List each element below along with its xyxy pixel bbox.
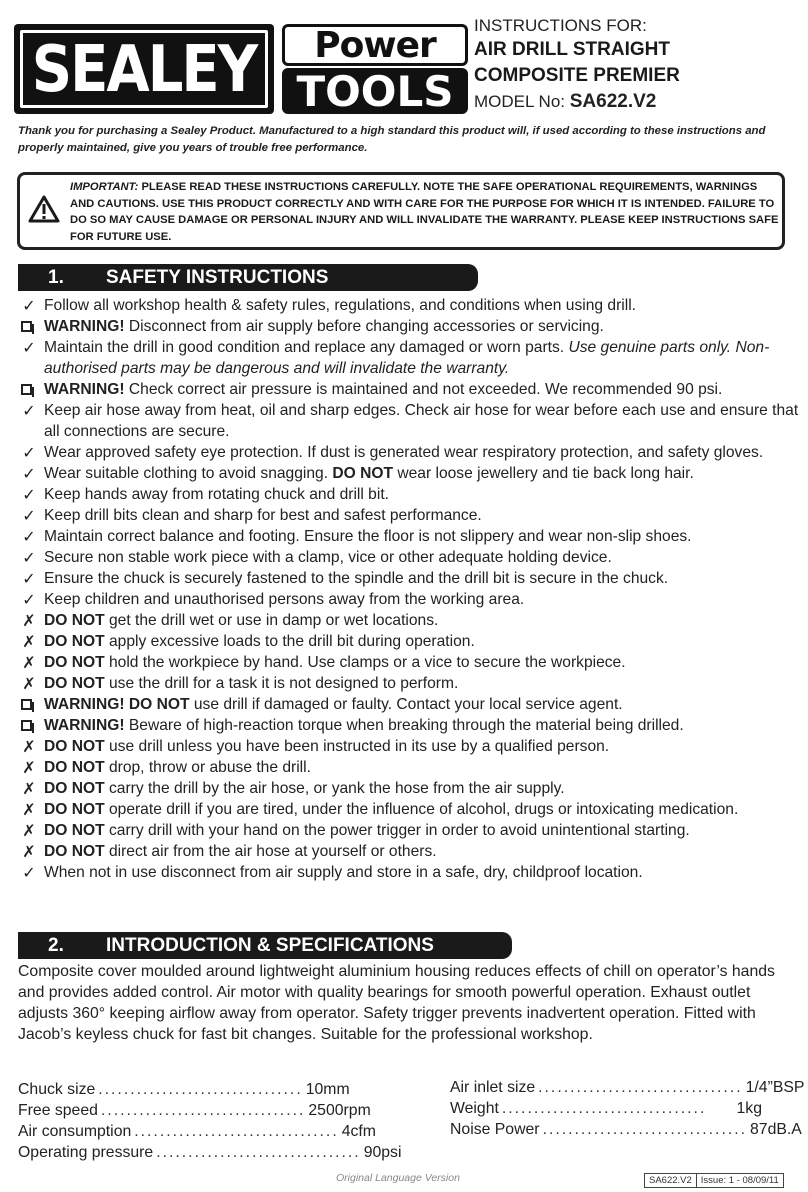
safety-item [18, 694, 808, 715]
safety-item [18, 631, 808, 652]
item-text: Keep children and unauthorised persons away from the working area. [44, 591, 525, 608]
cross-icon: ✗ [22, 758, 36, 777]
spec-label: Weight [450, 1100, 499, 1117]
section-title: INTRODUCTION & SPECIFICATIONS [106, 935, 434, 956]
tick-icon: ✓ [22, 506, 36, 525]
section-title: SAFETY INSTRUCTIONS [106, 267, 329, 288]
cross-icon: ✗ [22, 821, 36, 840]
spec-leader-dots: ................................ [538, 1079, 743, 1096]
item-text: Keep drill bits clean and sharp for best and safest performance. [44, 507, 482, 524]
spec-value: 2500rpm [308, 1102, 371, 1119]
title-block [474, 15, 804, 115]
product-name-line2: COMPOSITE PREMIER [474, 65, 680, 86]
spec-label: Noise Power [450, 1121, 540, 1138]
item-text: Wear approved safety eye protection. If dust is generated wear respiratory protection, and safety gloves. [44, 444, 764, 461]
item-emphasis: DO NOT [44, 633, 105, 650]
document-code-box [644, 1173, 784, 1188]
item-text: Wear suitable clothing to avoid snagging. [44, 465, 333, 482]
cross-icon: ✗ [22, 611, 36, 630]
item-italic-text: Use genuine parts only. Non-authorised parts may be dangerous and will invalidate the warranty. [44, 339, 770, 377]
spec-leader-dots: ................................ [501, 1100, 707, 1117]
item-emphasis: DO NOT [44, 801, 105, 818]
warning-box-icon [21, 699, 32, 710]
model-number: SA622.V2 [569, 91, 657, 112]
important-lead: IMPORTANT: [70, 181, 139, 193]
safety-item [18, 652, 808, 673]
safety-item [18, 463, 808, 484]
tick-icon: ✓ [22, 527, 36, 546]
warning-box-icon [21, 321, 32, 332]
power-logo [282, 24, 468, 66]
item-emphasis: WARNING! [44, 717, 125, 734]
safety-item [18, 442, 808, 463]
item-text: hold the workpiece by hand. Use clamps or a vice to secure the workpiece. [104, 654, 626, 671]
item-emphasis: DO NOT [44, 675, 105, 692]
item-text: get the drill wet or use in damp or wet locations. [104, 612, 439, 629]
safety-item [18, 337, 808, 379]
product-name-line1: AIR DRILL STRAIGHT [474, 39, 670, 60]
cross-icon: ✗ [22, 737, 36, 756]
safety-item [18, 547, 808, 568]
item-text: Ensure the chuck is securely fastened to the spindle and the drill bit is secure in the chuck. [44, 570, 669, 587]
spec-label: Free speed [18, 1102, 98, 1119]
item-text: use drill unless you have been instructed in its use by a qualified person. [104, 738, 610, 755]
tick-icon: ✓ [22, 443, 36, 462]
spec-value: 1kg [736, 1100, 762, 1117]
spec-value: 10mm [305, 1081, 350, 1098]
warning-triangle-icon [28, 195, 60, 223]
safety-item [18, 841, 808, 862]
section-heading-specs [18, 932, 512, 959]
item-text: wear loose jewellery and tie back long hair. [393, 465, 694, 482]
tick-icon: ✓ [22, 485, 36, 504]
spec-label: Operating pressure [18, 1144, 154, 1161]
spec-leader-dots: ................................ [98, 1081, 303, 1098]
specs-right-column [450, 1077, 805, 1140]
tick-icon: ✓ [22, 338, 36, 357]
spec-row [18, 1121, 376, 1142]
item-emphasis: DO NOT [44, 759, 105, 776]
instructions-for: INSTRUCTIONS FOR: [474, 16, 647, 35]
safety-item [18, 400, 808, 442]
safety-item [18, 568, 808, 589]
important-body: PLEASE READ THESE INSTRUCTIONS CAREFULLY. NOTE THE SAFE OPERATIONAL REQUIREMENTS, WARNINGS AND CAUTIONS. USE THIS PRODUCT CORRECTLY AND WITH CARE FOR THE PURPOSE FOR WHICH IT IS INTENDED. FAILURE TO DO SO MAY CAUSE DAMAGE OR PERSONAL INJURY AND WILL INVALIDATE THE WARRANTY. PLEASE KEEP INSTRUCTIONS SAFE FOR FUTURE USE. [70, 181, 779, 243]
item-emphasis: WARNING! [44, 381, 125, 398]
tick-icon: ✓ [22, 401, 36, 420]
item-text: direct air from the air hose at yourself or others. [104, 843, 437, 860]
spec-row [450, 1077, 805, 1098]
item-text: Disconnect from air supply before changing accessories or servicing. [124, 318, 604, 335]
section-number: 1. [48, 267, 64, 288]
safety-item [18, 379, 808, 400]
spec-row [18, 1079, 350, 1100]
spec-label: Chuck size [18, 1081, 96, 1098]
safety-item [18, 610, 808, 631]
item-text: use the drill for a task it is not designed to perform. [104, 675, 459, 692]
document-code: SA622.V2 [649, 1175, 692, 1186]
item-emphasis: DO NOT [44, 780, 105, 797]
safety-item [18, 295, 808, 316]
item-text: carry drill with your hand on the power trigger in order to avoid unintentional starting. [104, 822, 690, 839]
spec-leader-dots: ................................ [134, 1123, 339, 1140]
safety-item [18, 862, 808, 883]
tick-icon: ✓ [22, 296, 36, 315]
item-text: Keep air hose away from heat, oil and sharp edges. Check air hose for wear before each use and ensure that all connections are secure. [44, 402, 799, 440]
safety-instructions-list [18, 295, 808, 883]
sub-brand-bottom: TOOLS [296, 66, 454, 116]
section-heading-safety [18, 264, 478, 291]
item-text: When not in use disconnect from air supply and store in a safe, dry, childproof location. [44, 864, 643, 881]
item-emphasis: WARNING! DO NOT [44, 696, 190, 713]
model-line [474, 89, 804, 115]
tick-icon: ✓ [22, 590, 36, 609]
spec-row [18, 1142, 402, 1163]
cross-icon: ✗ [22, 779, 36, 798]
spec-value: 1/4”BSP [745, 1079, 805, 1096]
item-text: apply excessive loads to the drill bit during operation. [104, 633, 475, 650]
safety-item [18, 316, 808, 337]
item-text: Check correct air pressure is maintained and not exceeded. We recommended 90 psi. [124, 381, 723, 398]
safety-item [18, 778, 808, 799]
item-text: carry the drill by the air hose, or yank the hose from the air supply. [104, 780, 565, 797]
item-emphasis: DO NOT [44, 654, 105, 671]
spec-value: 90psi [363, 1144, 402, 1161]
item-emphasis: DO NOT [44, 843, 105, 860]
original-language-note: Original Language Version [336, 1172, 460, 1184]
cross-icon: ✗ [22, 800, 36, 819]
important-text [70, 179, 782, 245]
item-text: Beware of high-reaction torque when breaking through the material being drilled. [124, 717, 684, 734]
item-text: operate drill if you are tired, under the influence of alcohol, drugs or intoxicating medication. [104, 801, 739, 818]
tick-icon: ✓ [22, 548, 36, 567]
tick-icon: ✓ [22, 569, 36, 588]
item-emphasis: DO NOT [44, 612, 105, 629]
cross-icon: ✗ [22, 653, 36, 672]
item-emphasis: DO NOT [44, 738, 105, 755]
safety-item [18, 799, 808, 820]
important-notice [17, 172, 785, 250]
item-text: Secure non stable work piece with a clamp, vice or other adequate holding device. [44, 549, 612, 566]
tick-icon: ✓ [22, 464, 36, 483]
item-text: drop, throw or abuse the drill. [104, 759, 311, 776]
spec-value: 4cfm [341, 1123, 376, 1140]
safety-item [18, 736, 808, 757]
safety-item [18, 589, 808, 610]
cross-icon: ✗ [22, 632, 36, 651]
header [0, 0, 808, 120]
item-emphasis: DO NOT [332, 465, 394, 482]
safety-item [18, 526, 808, 547]
safety-item [18, 505, 808, 526]
safety-item [18, 484, 808, 505]
item-text: Maintain correct balance and footing. Ensure the floor is not slippery and wear non-slip shoes. [44, 528, 692, 545]
model-label: MODEL No: [474, 92, 566, 111]
cross-icon: ✗ [22, 842, 36, 861]
warning-box-icon [21, 720, 32, 731]
section-number: 2. [48, 935, 64, 956]
sealey-logo [14, 24, 274, 114]
item-text: Follow all workshop health & safety rules, regulations, and conditions when using drill. [44, 297, 637, 314]
item-text: Keep hands away from rotating chuck and drill bit. [44, 486, 389, 503]
product-description: Composite cover moulded around lightweight aluminium housing reduces effects of chill on operator’s hands and provides added control. Air motor with quality bearings for smooth powerful operation. Exhaust outlet adjusts 360° keeping airflow away from operator. Safety trigger prevents inadvertent operation. Fitted with Jacob’s keyless chuck for fast bit changes. Suitable for the professional workshop. [18, 963, 775, 1043]
spec-row [18, 1100, 371, 1121]
item-text: Maintain the drill in good condition and replace any damaged or worn parts. [44, 339, 569, 356]
safety-item [18, 757, 808, 778]
spec-label: Air consumption [18, 1123, 132, 1140]
safety-item [18, 673, 808, 694]
warning-box-icon [21, 384, 32, 395]
spec-value: 87dB.A [750, 1121, 802, 1138]
safety-item [18, 820, 808, 841]
item-emphasis: DO NOT [44, 822, 105, 839]
specs-left-column [18, 1079, 402, 1163]
item-emphasis: WARNING! [44, 318, 125, 335]
issue-date: Issue: 1 - 08/09/11 [696, 1174, 783, 1187]
spec-row [450, 1098, 762, 1119]
sub-brand-top: Power [314, 24, 436, 66]
item-text: use drill if damaged or faulty. Contact your local service agent. [189, 696, 623, 713]
tick-icon: ✓ [22, 863, 36, 882]
spec-label: Air inlet size [450, 1079, 536, 1096]
intro-text: Thank you for purchasing a Sealey Product. Manufactured to a high standard this product will, if used according to these instructions and properly maintained, give you years of trouble free performance. [18, 125, 766, 154]
spec-leader-dots: ................................ [156, 1144, 361, 1161]
brand-name: SEALEY [31, 31, 257, 107]
spec-row [450, 1119, 802, 1140]
safety-item [18, 715, 808, 736]
spec-leader-dots: ................................ [100, 1102, 306, 1119]
cross-icon: ✗ [22, 674, 36, 693]
spec-leader-dots: ................................ [542, 1121, 748, 1138]
tools-logo [282, 68, 468, 114]
